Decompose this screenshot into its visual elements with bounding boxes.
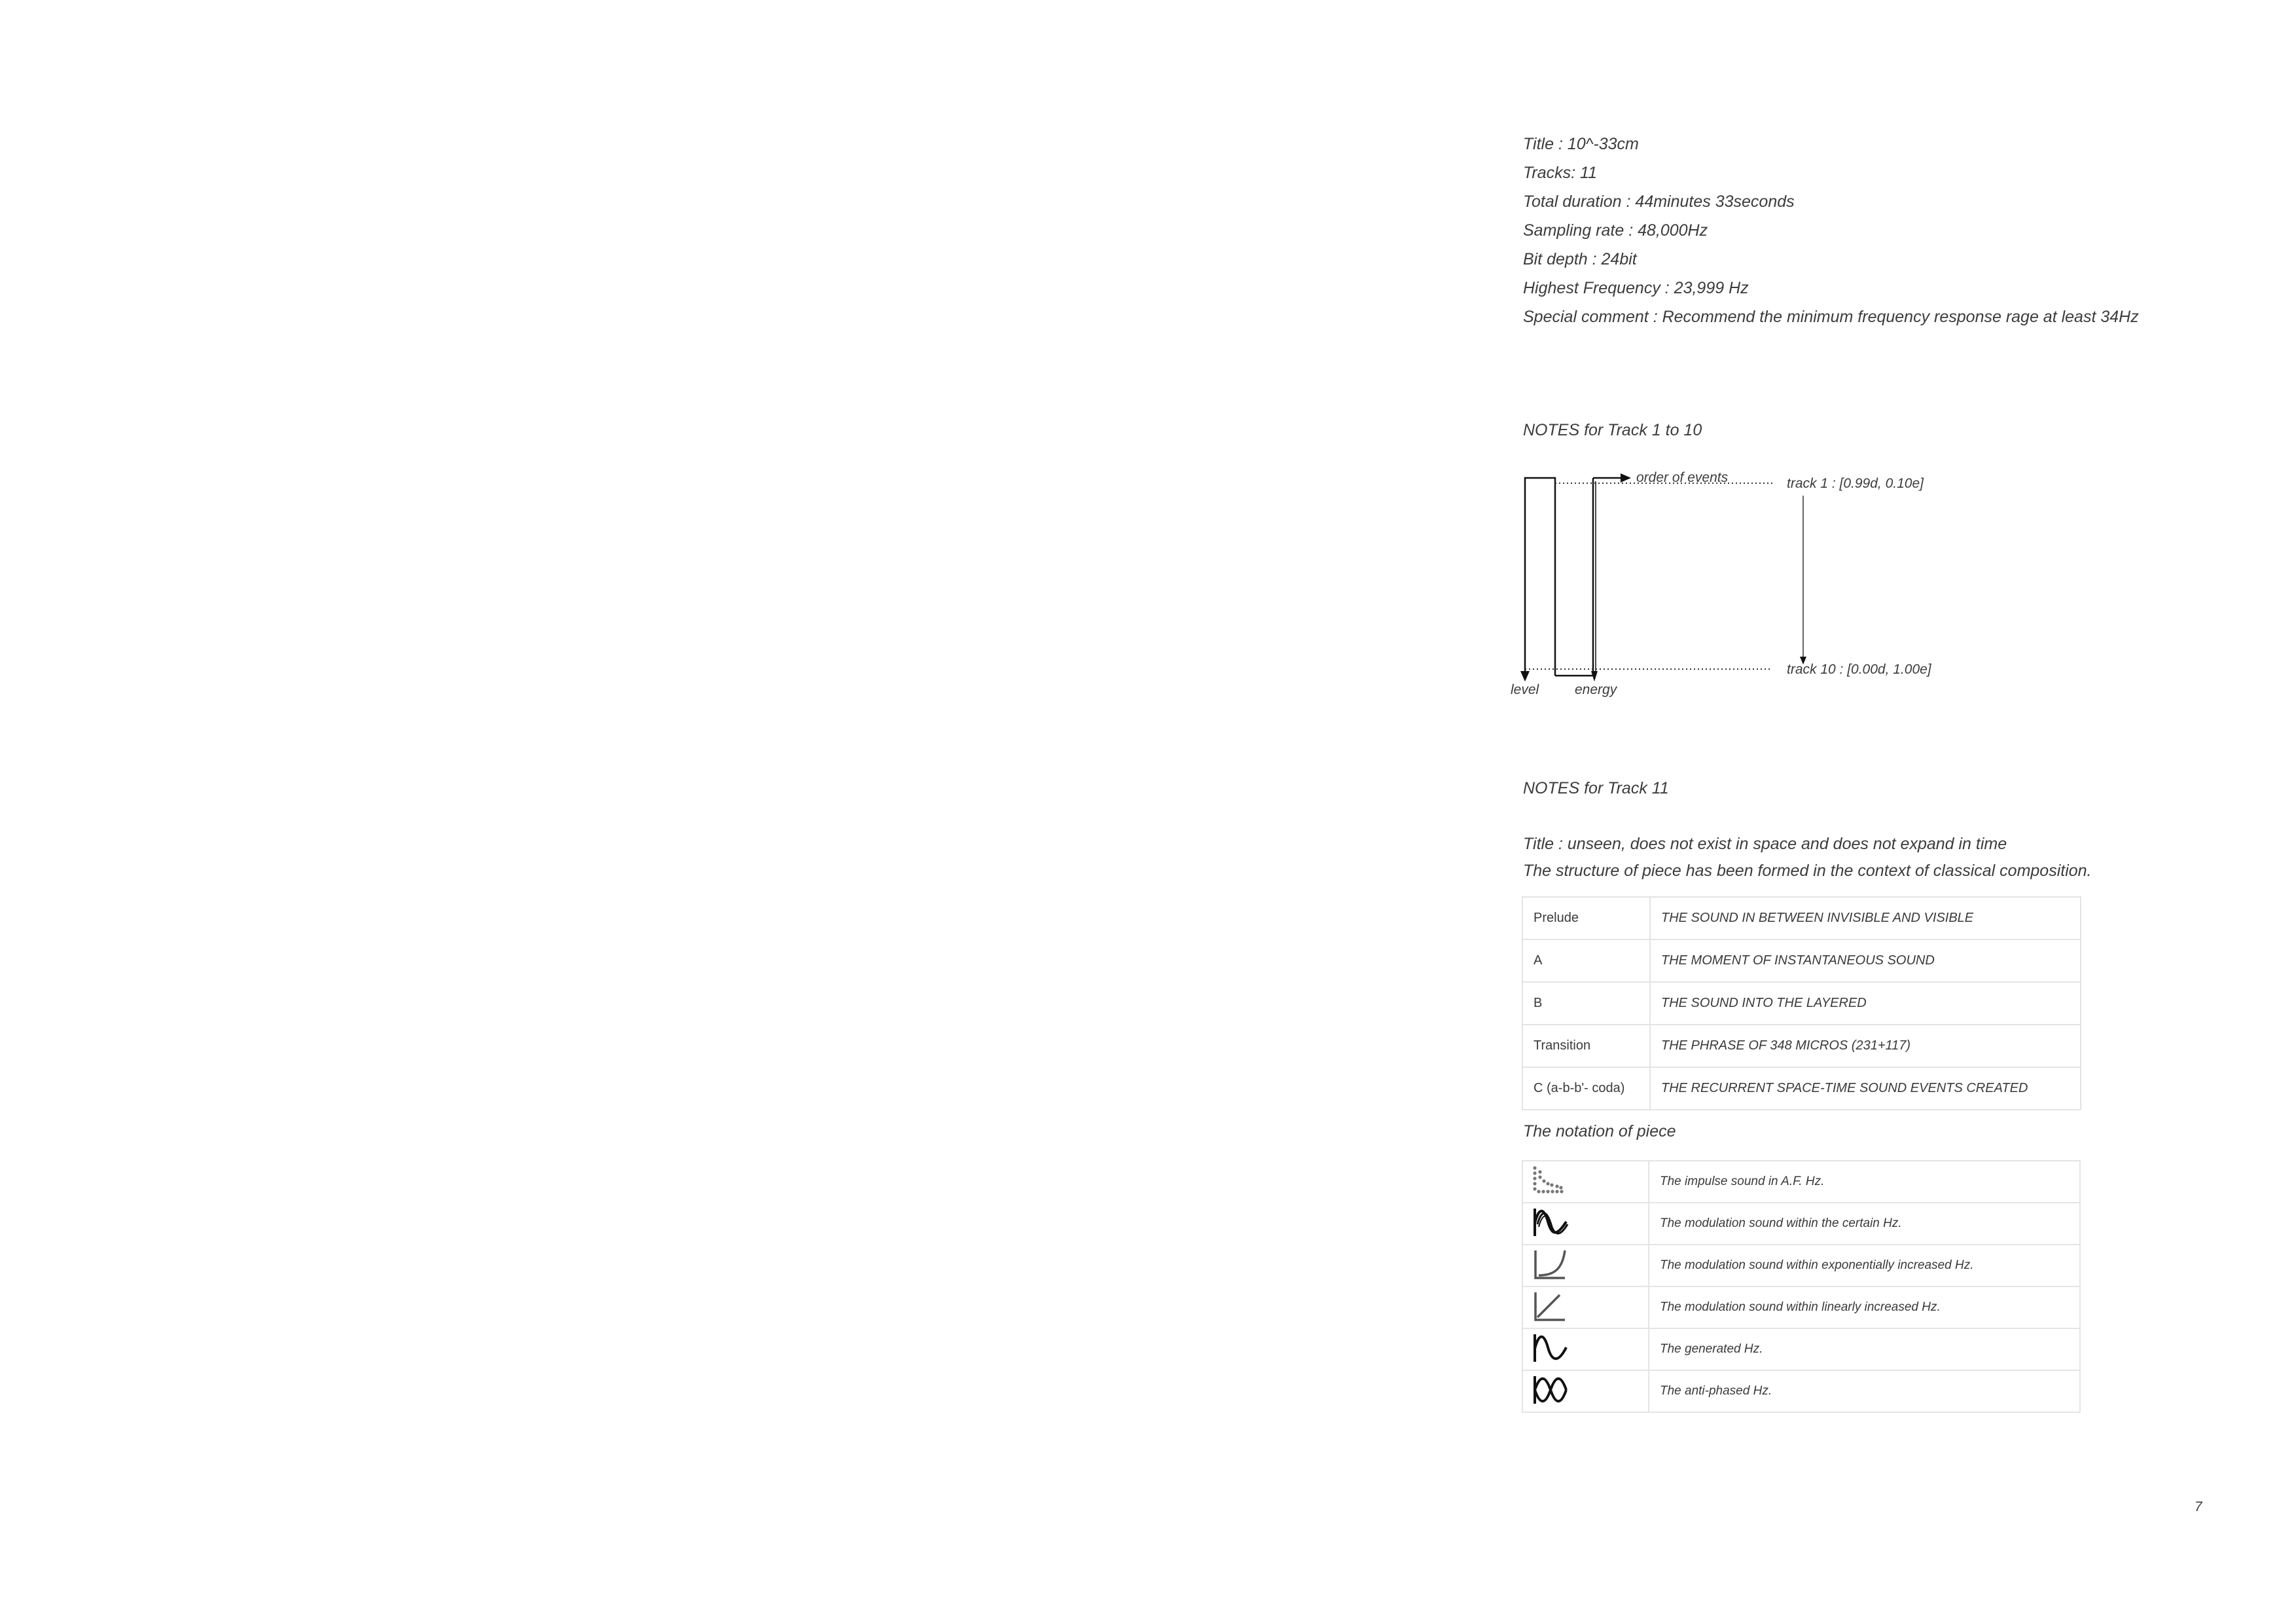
section-name: Transition [1522, 1025, 1650, 1067]
meta-tracks: Tracks: 11 [1523, 164, 1597, 182]
section-name: C (a-b-b'- coda) [1522, 1067, 1650, 1110]
section-description: THE PHRASE OF 348 MICROS (231+117) [1650, 1025, 2081, 1067]
energy-label: energy [1575, 682, 1617, 697]
notation-table [1522, 1160, 2081, 1413]
section-name: B [1522, 982, 1650, 1025]
table-row [1522, 939, 2081, 982]
meta-title: Title : 10^-33cm [1523, 135, 1639, 153]
structure-description: The structure of piece has been formed in the context of classical composition. [1523, 862, 2092, 880]
table-row [1522, 1286, 2080, 1328]
notation-description: The modulation sound within linearly increased Hz. [1649, 1286, 2080, 1328]
track10-label: track 10 : [0.00d, 1.00e] [1787, 662, 1931, 677]
meta-duration: Total duration : 44minutes 33seconds [1523, 192, 1795, 211]
table-row [1522, 1203, 2080, 1245]
meta-sampling-rate: Sampling rate : 48,000Hz [1523, 221, 1708, 240]
track-level-energy-diagram [1505, 468, 1964, 704]
linear-ramp-icon [1532, 1291, 1570, 1321]
notation-symbol-cell [1522, 1328, 1649, 1370]
level-arrowhead [1520, 671, 1530, 682]
notes-track-1-10-heading: NOTES for Track 1 to 10 [1523, 421, 1702, 439]
structure-table [1522, 896, 2081, 1110]
modulation-wave-icon [1532, 1207, 1570, 1237]
table-row [1522, 897, 2081, 939]
order-of-events-label: order of events [1636, 470, 1729, 485]
order-arrowhead [1621, 473, 1631, 483]
meta-highest-frequency: Highest Frequency : 23,999 Hz [1523, 279, 1749, 297]
table-row [1522, 1370, 2080, 1412]
section-description: THE SOUND INTO THE LAYERED [1650, 982, 2081, 1025]
track-11-title: Title : unseen, does not exist in space and does not expand in time [1523, 835, 2007, 853]
table-row [1522, 1328, 2080, 1370]
anti-phase-wave-icon [1532, 1375, 1570, 1405]
notation-symbol-cell [1522, 1161, 1649, 1203]
table-row [1522, 1161, 2080, 1203]
section-name: Prelude [1522, 897, 1650, 939]
notation-symbol-cell [1522, 1370, 1649, 1412]
track1-label: track 1 : [0.99d, 0.10e] [1787, 476, 1924, 491]
level-box-line [1525, 478, 1555, 676]
table-row [1522, 982, 2081, 1025]
exponential-curve-icon [1532, 1249, 1570, 1279]
notation-description: The impulse sound in A.F. Hz. [1649, 1161, 2080, 1203]
section-description: THE MOMENT OF INSTANTANEOUS SOUND [1650, 939, 2081, 982]
table-row [1522, 1025, 2081, 1067]
album-metadata [1523, 130, 2139, 331]
notation-heading: The notation of piece [1523, 1122, 1676, 1140]
notation-symbol-cell [1522, 1286, 1649, 1328]
section-description: THE RECURRENT SPACE-TIME SOUND EVENTS CREATED [1650, 1067, 2081, 1110]
notation-description: The generated Hz. [1649, 1328, 2080, 1370]
generated-wave-icon [1532, 1333, 1570, 1363]
notation-description: The anti-phased Hz. [1649, 1370, 2080, 1412]
level-label: level [1511, 682, 1539, 697]
meta-bit-depth: Bit depth : 24bit [1523, 250, 1637, 268]
notation-symbol-cell [1522, 1245, 1649, 1286]
notes-track-11-heading: NOTES for Track 11 [1523, 779, 1669, 797]
table-row [1522, 1245, 2080, 1286]
table-row [1522, 1067, 2081, 1110]
section-description: THE SOUND IN BETWEEN INVISIBLE AND VISIBLE [1650, 897, 2081, 939]
section-name: A [1522, 939, 1650, 982]
notation-symbol-cell [1522, 1203, 1649, 1245]
impulse-dots-icon [1532, 1165, 1565, 1195]
page-number: 7 [2195, 1499, 2202, 1514]
meta-special-comment: Special comment : Recommend the minimum frequency response rage at least 34Hz [1523, 308, 2139, 326]
notation-description: The modulation sound within exponentially increased Hz. [1649, 1245, 2080, 1286]
notation-description: The modulation sound within the certain Hz. [1649, 1203, 2080, 1245]
